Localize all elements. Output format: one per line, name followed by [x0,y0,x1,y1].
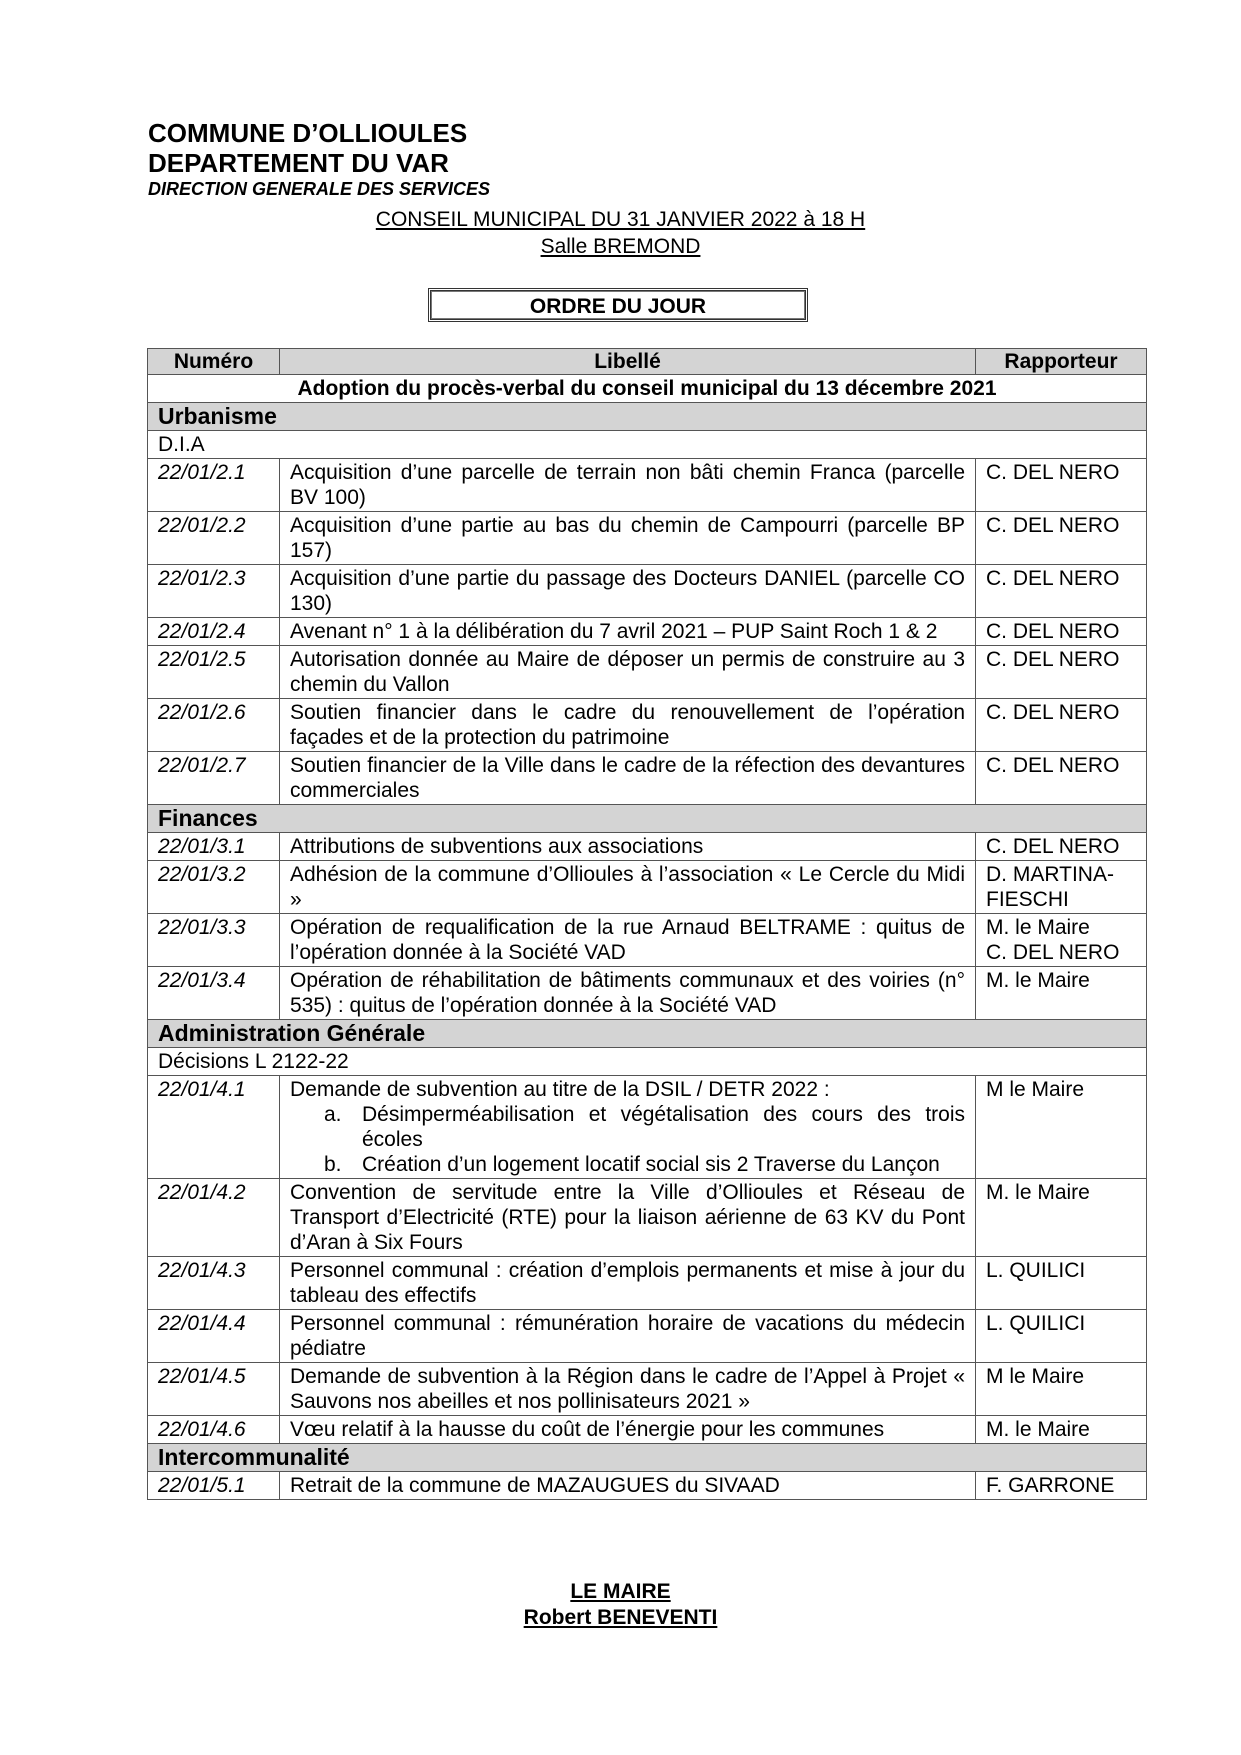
item-label: Adhésion de la commune d’Ollioules à l’association « Le Cercle du Midi » [290,863,965,911]
item-label-cell [280,833,976,861]
item-rapporteur: D. MARTINA-FIESCHI [986,863,1114,911]
item-rapporteur-cell [976,861,1147,914]
item-number: 22/01/2.7 [148,752,280,805]
item-number: 22/01/4.6 [148,1416,280,1444]
section-title: Finances [148,805,1147,833]
item-rapporteur-cell [976,699,1147,752]
item-rapporteur-cell [976,646,1147,699]
item-number: 22/01/4.4 [148,1310,280,1363]
item-label-cell [280,1363,976,1416]
item-label: Demande de subvention à la Région dans le cadre de l’Appel à Projet « Sauvons nos abeilles et nos pollinisateurs 2021 » [290,1365,965,1413]
table-row [148,565,1147,618]
subsection-row [148,1048,1147,1076]
header-rapporteur: Rapporteur [976,349,1147,375]
item-label-cell [280,1076,976,1179]
header-libelle: Libellé [280,349,976,375]
item-rapporteur-cell [976,1076,1147,1179]
item-label-cell [280,1179,976,1257]
item-rapporteur: L. QUILICI [986,1259,1086,1282]
item-number: 22/01/4.1 [148,1076,280,1179]
item-rapporteur-cell [976,1416,1147,1444]
table-header-row [148,349,1147,375]
sublist-item [324,1102,965,1152]
item-rapporteur: M. le Maire [986,1418,1090,1441]
item-number: 22/01/2.3 [148,565,280,618]
header-numero: Numéro [148,349,280,375]
item-rapporteur-cell [976,1257,1147,1310]
item-label: Demande de subvention au titre de la DSIL / DETR 2022 : [290,1078,830,1101]
table-row [148,1076,1147,1179]
item-rapporteur: M. le Maire [986,916,1090,939]
item-label-cell [280,565,976,618]
item-number: 22/01/3.4 [148,967,280,1020]
item-label-cell [280,459,976,512]
item-label: Soutien financier de la Ville dans le cadre de la réfection des devantures commerciales [290,754,965,802]
item-label: Personnel communal : rémunération horaire de vacations du médecin pédiatre [290,1312,965,1360]
item-label-cell [280,861,976,914]
item-label-cell [280,1257,976,1310]
item-label: Opération de réhabilitation de bâtiments communaux et des voiries (n° 535) : quitus de l’opération donnée à la Société VAD [290,969,965,1017]
table-row [148,646,1147,699]
item-label-cell [280,1472,976,1500]
item-label: Vœu relatif à la hausse du coût de l’énergie pour les communes [290,1418,885,1441]
item-rapporteur: C. DEL NERO [986,701,1120,724]
item-sublist [290,1102,965,1177]
table-row [148,861,1147,914]
item-rapporteur: C. DEL NERO [986,461,1120,484]
item-number: 22/01/5.1 [148,1472,280,1500]
table-row [148,618,1147,646]
table-row [148,1257,1147,1310]
item-rapporteur: M le Maire [986,1078,1085,1101]
section-row [148,1444,1147,1472]
item-label: Soutien financier dans le cadre du renouvellement de l’opération façades et de la protection du patrimoine [290,701,965,749]
section-row [148,1020,1147,1048]
item-label: Opération de requalification de la rue Arnaud BELTRAME : quitus de l’opération donnée à la Société VAD [290,916,965,964]
table-row [148,1179,1147,1257]
sublist-marker: b. [324,1153,342,1176]
agenda-title-box [428,288,808,322]
item-rapporteur: C. DEL NERO [986,835,1120,858]
meeting-title: CONSEIL MUNICIPAL DU 31 JANVIER 2022 à 18 H [375,208,866,231]
item-label: Avenant n° 1 à la délibération du 7 avril 2021 – PUP Saint Roch 1 & 2 [290,620,938,643]
agenda-body [148,375,1147,1500]
item-rapporteur: C. DEL NERO [986,514,1120,537]
table-row [148,752,1147,805]
subsection-title: Décisions L 2122-22 [148,1048,1147,1076]
commune-name: COMMUNE D’OLLIOULES [148,118,468,148]
item-rapporteur-cell [976,1310,1147,1363]
item-rapporteur: F. GARRONE [986,1474,1115,1497]
table-row [148,512,1147,565]
subsection-title: D.I.A [148,431,1147,459]
item-label-cell [280,512,976,565]
item-rapporteur-cell [976,1363,1147,1416]
item-number: 22/01/4.5 [148,1363,280,1416]
item-rapporteur-cell [976,1472,1147,1500]
section-row [148,403,1147,431]
item-rapporteur-cell [976,752,1147,805]
item-label-cell [280,967,976,1020]
sublist-text: Création d’un logement locatif social sis 2 Traverse du Lançon [362,1153,940,1176]
table-row [148,1416,1147,1444]
item-label: Autorisation donnée au Maire de déposer un permis de construire au 3 chemin du Vallon [290,648,965,696]
agenda-table [147,348,1147,1500]
item-label-cell [280,699,976,752]
item-rapporteur: L. QUILICI [986,1312,1086,1335]
sublist-marker: a. [324,1103,342,1126]
item-number: 22/01/3.1 [148,833,280,861]
item-rapporteur: C. DEL NERO [986,620,1120,643]
item-rapporteur: C. DEL NERO [986,567,1120,590]
item-label: Attributions de subventions aux associations [290,835,704,858]
item-number: 22/01/3.3 [148,914,280,967]
table-row [148,1363,1147,1416]
table-row [148,1472,1147,1500]
item-label: Acquisition d’une partie du passage des Docteurs DANIEL (parcelle CO 130) [290,567,965,615]
item-number: 22/01/3.2 [148,861,280,914]
item-rapporteur-cell [976,1179,1147,1257]
adoption-row [148,375,1147,403]
subsection-row [148,431,1147,459]
adoption-text: Adoption du procès-verbal du conseil municipal du 13 décembre 2021 [148,375,1147,403]
item-label: Personnel communal : création d’emplois permanents et mise à jour du tableau des effectifs [290,1259,965,1307]
item-rapporteur: M. le Maire [986,1181,1090,1204]
item-number: 22/01/2.4 [148,618,280,646]
item-number: 22/01/4.3 [148,1257,280,1310]
item-number: 22/01/4.2 [148,1179,280,1257]
item-label: Acquisition d’une parcelle de terrain non bâti chemin Franca (parcelle BV 100) [290,461,965,509]
item-label: Retrait de la commune de MAZAUGUES du SIVAAD [290,1474,780,1497]
table-row [148,967,1147,1020]
section-title: Urbanisme [148,403,1147,431]
item-number: 22/01/2.6 [148,699,280,752]
section-title: Intercommunalité [148,1444,1147,1472]
table-row [148,833,1147,861]
item-rapporteur-cell [976,565,1147,618]
meeting-room: Salle BREMOND [540,235,701,258]
item-rapporteur-cell [976,512,1147,565]
item-label-cell [280,914,976,967]
direction-name: DIRECTION GENERALE DES SERVICES [148,179,491,199]
item-rapporteur-cell [976,914,1147,967]
section-title: Administration Générale [148,1020,1147,1048]
item-rapporteur: M le Maire [986,1365,1085,1388]
item-number: 22/01/2.1 [148,459,280,512]
item-rapporteur: C. DEL NERO [986,648,1120,671]
table-row [148,914,1147,967]
item-rapporteur-cell [976,618,1147,646]
item-label-cell [280,1310,976,1363]
item-rapporteur: M. le Maire [986,969,1090,992]
item-rapporteur-cell [976,967,1147,1020]
item-label: Acquisition d’une partie au bas du chemin de Campourri (parcelle BP 157) [290,514,965,562]
item-number: 22/01/2.5 [148,646,280,699]
agenda-title: ORDRE DU JOUR [431,291,805,319]
signature-role: LE MAIRE [570,1580,671,1603]
item-label-cell [280,618,976,646]
item-rapporteur-cell [976,459,1147,512]
table-row [148,1310,1147,1363]
sublist-text: Désimperméabilisation et végétalisation des cours des trois écoles [362,1103,965,1151]
item-label: Convention de servitude entre la Ville d’Ollioules et Réseau de Transport d’Electricité (RTE) pour la liaison aérienne de 63 KV du Pont d’Aran à Six Fours [290,1181,965,1254]
signature-name: Robert BENEVENTI [523,1606,718,1629]
table-row [148,699,1147,752]
item-label-cell [280,646,976,699]
sublist-item [324,1152,965,1177]
item-number: 22/01/2.2 [148,512,280,565]
table-row [148,459,1147,512]
item-rapporteur: C. DEL NERO [986,754,1120,777]
item-rapporteur-cell [976,833,1147,861]
item-label-cell [280,752,976,805]
section-row [148,805,1147,833]
departement-name: DEPARTEMENT DU VAR [148,148,449,178]
item-rapporteur-secondary: C. DEL NERO [986,941,1120,964]
document-header [148,118,490,200]
item-label-cell [280,1416,976,1444]
